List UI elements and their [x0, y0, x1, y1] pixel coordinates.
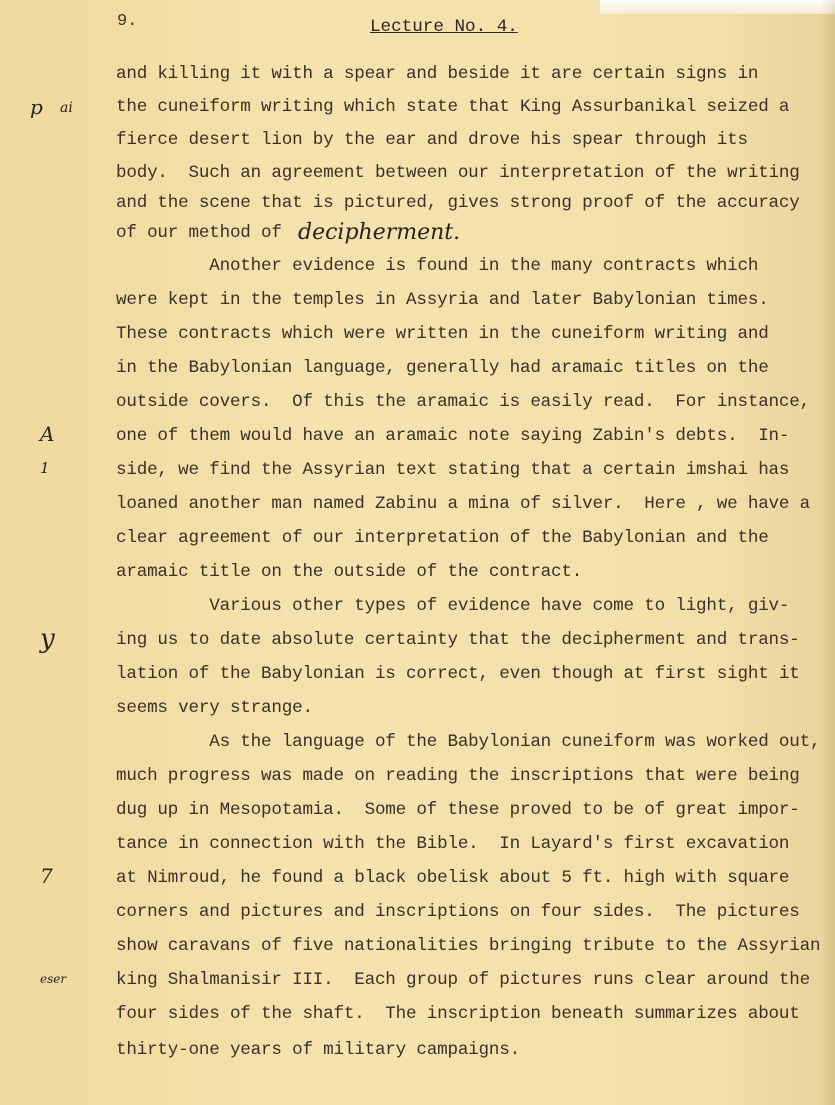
text-line: outside covers. Of this the aramaic is easily read. For instance, — [116, 392, 810, 412]
text-line: king Shalmanisir III. Each group of pictures runs clear around the — [116, 970, 810, 990]
text-line: dug up in Mesopotamia. Some of these proved to be of great impor- — [116, 800, 800, 820]
text-line: Various other types of evidence have come to light, giv- — [116, 596, 790, 616]
handwritten-y: y — [40, 624, 55, 654]
text-line: These contracts which were written in the cuneiform writing and — [116, 324, 769, 344]
text-line: in the Babylonian language, generally had aramaic titles on the — [116, 358, 769, 378]
text-line: loaned another man named Zabinu a mina of silver. Here , we have a — [116, 494, 810, 514]
text-line: side, we find the Assyrian text stating that a certain imshai has — [116, 460, 790, 480]
page-title: Lecture No. 4. — [370, 17, 518, 37]
text-line: one of them would have an aramaic note saying Zabin's debts. In- — [116, 426, 790, 446]
text-line: As the language of the Babylonian cuneiform was worked out, — [116, 732, 821, 752]
text-line: lation of the Babylonian is correct, even though at first sight it — [116, 664, 800, 684]
text-line: ing us to date absolute certainty that the decipherment and trans- — [116, 630, 800, 650]
handwritten-aramaic-a: A — [40, 422, 55, 446]
handwritten-seven: 7 — [40, 864, 53, 888]
handwritten-decipherment: decipherment. — [298, 220, 461, 245]
text-line: show caravans of five nationalities bringing tribute to the Assyrian — [116, 936, 821, 956]
text-line: fierce desert lion by the ear and drove his spear through its — [116, 130, 748, 150]
text-line: much progress was made on reading the inscriptions that were being — [116, 766, 800, 786]
handwritten-p: p — [30, 95, 43, 119]
handwritten-eser: eser — [40, 972, 67, 986]
page-shadow — [821, 0, 835, 1105]
text-line: corners and pictures and inscriptions on four sides. The pictures — [116, 902, 800, 922]
handwritten-ai: ai — [60, 100, 73, 116]
text-line: clear agreement of our interpretation of the Babylonian and the — [116, 528, 769, 548]
text-line: the cuneiform writing which state that King Assurbanikal seized a — [116, 97, 790, 117]
text-line: seems very strange. — [116, 698, 313, 718]
text-line: aramaic title on the outside of the contract. — [116, 562, 583, 582]
text-line: and killing it with a spear and beside it are certain signs in — [116, 64, 759, 84]
text-line: and the scene that is pictured, gives strong proof of the accuracy — [116, 193, 800, 213]
text-line: four sides of the shaft. The inscription beneath summarizes about — [116, 1004, 800, 1024]
text-line: Another evidence is found in the many contracts which — [116, 256, 759, 276]
text-line: tance in connection with the Bible. In Layard's first excavation — [116, 834, 790, 854]
text-line: were kept in the temples in Assyria and later Babylonian times. — [116, 290, 769, 310]
page-edge — [600, 0, 835, 14]
text-line: body. Such an agreement between our interpretation of the writing — [116, 163, 800, 183]
handwritten-one: 1 — [40, 459, 50, 477]
text-line: of our method of — [116, 223, 282, 243]
text-line: thirty-one years of military campaigns. — [116, 1040, 520, 1060]
page-number: 9. — [117, 12, 138, 31]
text-line: at Nimroud, he found a black obelisk about 5 ft. high with square — [116, 868, 790, 888]
